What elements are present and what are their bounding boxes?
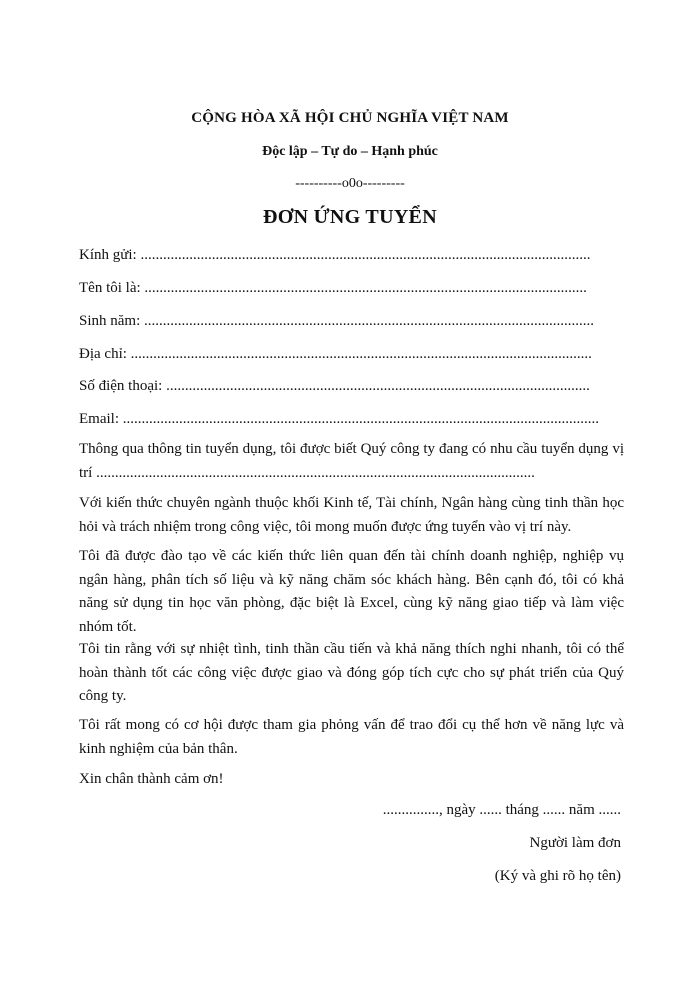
signature-note: (Ký và ghi rõ họ tên) bbox=[494, 868, 621, 884]
paragraph-position-info: Thông qua thông tin tuyển dụng, tôi được biết Quý công ty đang có nhu cầu tuyển dụng vị trí ..................................................................................................................... bbox=[79, 441, 624, 481]
applicant-label: Người làm đơn bbox=[529, 835, 621, 851]
paragraph-skills: Tôi đã được đào tạo về các kiến thức liên quan đến tài chính doanh nghiệp, nghiệp vụ ngân hàng, phân tích số liệu và kỹ năng chăm sóc khách hàng. Bên cạnh đó, tôi có khả năng sử dụng tin học văn phòng, đặc biệt là Excel, cùng kỹ năng giao tiếp và làm việc nhóm tốt. bbox=[79, 548, 624, 635]
address-field: Địa chỉ: ........................................................................................................................... bbox=[79, 346, 592, 362]
recipient-field: Kính gửi: ........................................................................................................................ bbox=[79, 247, 591, 263]
name-field: Tên tôi là: ...................................................................................................................... bbox=[79, 280, 587, 296]
paragraph-interview-request: Tôi rất mong có cơ hội được tham gia phỏng vấn để trao đổi cụ thể hơn về năng lực và kinh nghiệm của bản thân. bbox=[79, 717, 624, 757]
motto-heading: Độc lập – Tự do – Hạnh phúc bbox=[262, 144, 438, 159]
paragraph-commitment: Tôi tin rằng với sự nhiệt tình, tinh thần cầu tiến và khả năng thích nghi nhanh, tôi có thể hoàn thành tốt các công việc được giao và đóng góp tích cực cho sự phát triển của Quý công ty. bbox=[79, 641, 624, 704]
phone-field: Số điện thoại: ................................................................................................................. bbox=[79, 378, 590, 394]
header-separator: ----------o0o--------- bbox=[295, 176, 405, 191]
closing-line: Xin chân thành cảm ơn! bbox=[79, 771, 224, 787]
paragraph-background: Với kiến thức chuyên ngành thuộc khối Kinh tế, Tài chính, Ngân hàng cùng tinh thần học hỏi và trách nhiệm trong công việc, tôi mong muốn được ứng tuyển vào vị trí này. bbox=[79, 495, 624, 535]
date-line: ..............., ngày ...... tháng ...... năm ...... bbox=[382, 802, 621, 818]
email-field: Email: ............................................................................................................................... bbox=[79, 411, 599, 427]
birth-year-field: Sinh năm: ........................................................................................................................ bbox=[79, 313, 595, 329]
nation-heading: CỘNG HÒA XÃ HỘI CHỦ NGHĨA VIỆT NAM bbox=[191, 110, 509, 126]
document-title: ĐƠN ỨNG TUYỂN bbox=[263, 206, 437, 228]
